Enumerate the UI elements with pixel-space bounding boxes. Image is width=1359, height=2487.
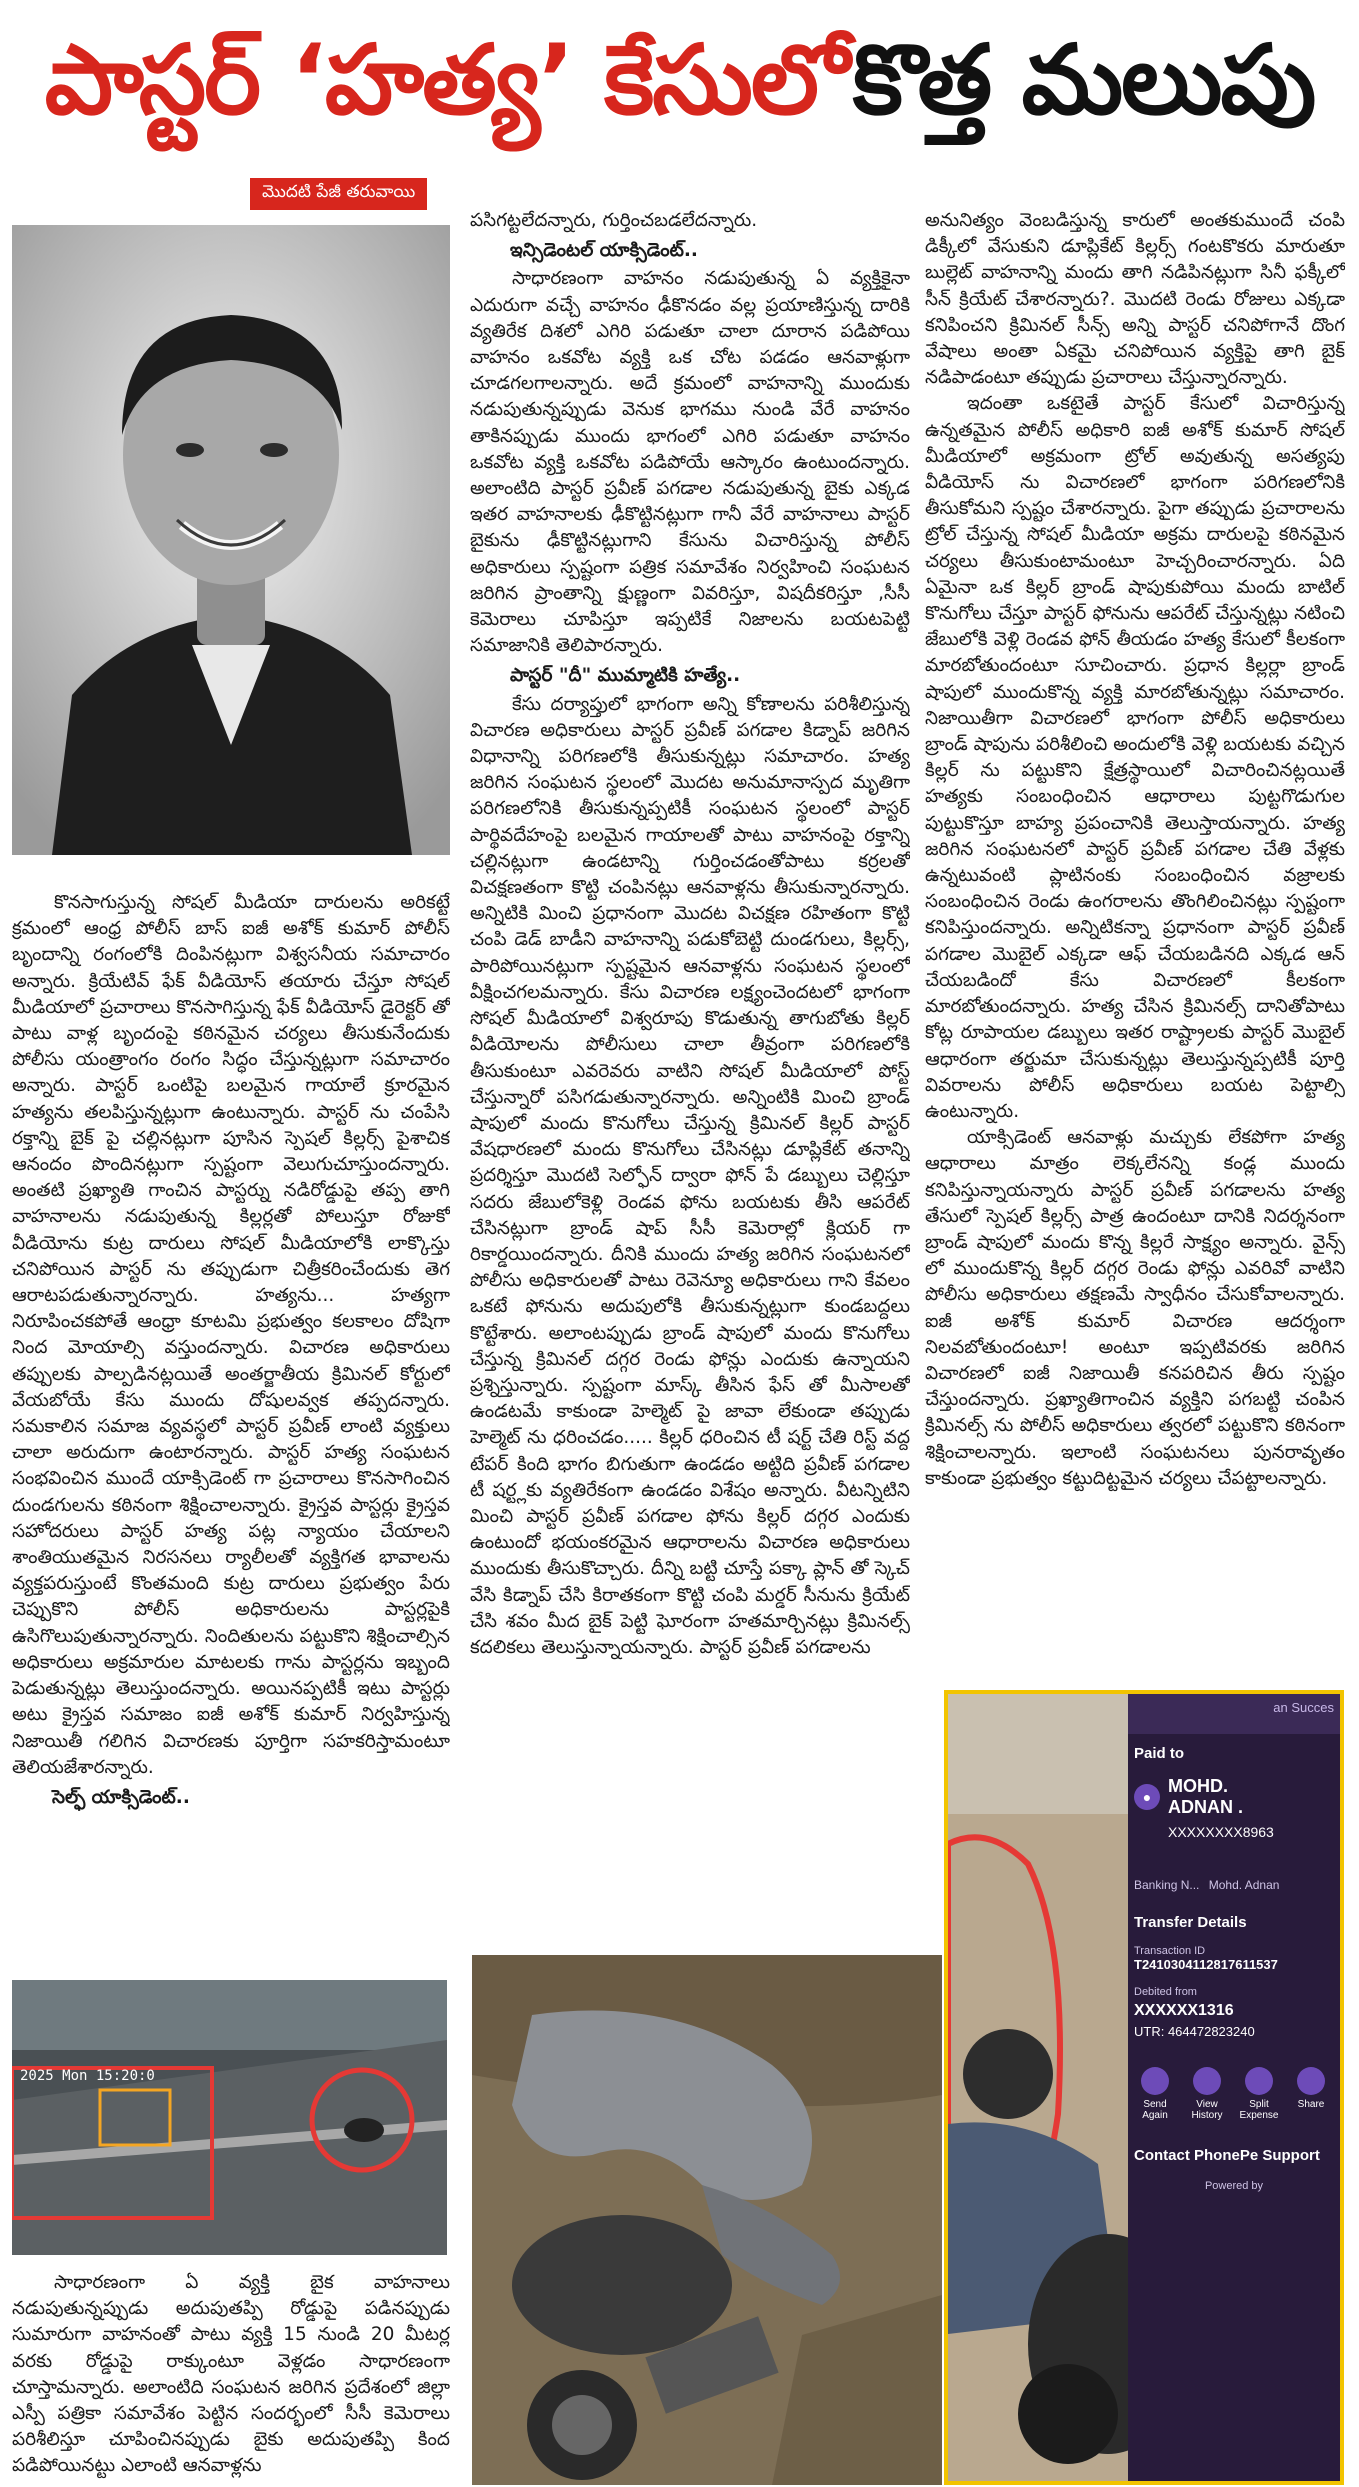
view-history-label: View History [1191,2099,1223,2121]
share-icon [1297,2067,1325,2095]
column-2-paragraph-1: సాధారణంగా వాహనం నడుపుతున్న ఏ వ్యక్తికైనా ఎదురుగా వచ్చే వాహనం ఢీకొనడం వల్ల ప్రయాణిస్తున్న దారికి వ్యతిరేక దిశలో ఎగిరి పడుతూ చాలా దూరాన పడిపోయి వాహనం ఒకవోట వ్యక్తి ఒక చోట పడడం ఆనవాళ్లుగా చూడగలగాలన్నారు. అదే క్రమంలో వాహనాన్ని ముందుకు నడుపుతున్నప్పుడు వెనుక భాగము నుండి వేరే వాహనం తాకినప్పుడు ముందు భాగంలో ఎగిరి పడుతూ వాహనం ఒకవోట వ్యక్తి ఒకవోట పడిపోయే ఆస్కారం ఉంటుందన్నారు. అలాంటిది పాస్టర్ ప్రవీణ్ పగడాల నడుపుతున్న బైకు ఎక్కడ ఇతర వాహనాలకు ఢీకొట్టినట్లుగా గానీ వేరే వాహనాలు పాస్టర్ బైకును ఢీకొట్టినట్లుగాని కేసును విచారిస్తున్న పోలీస్ అధికారులు స్పష్టంగా పత్రిక సమావేశం నిర్వహించి సంఘటన జరిగిన ప్రాంతాన్ని క్షుణ్ణంగా వివరిస్తూ, విషదీకరిస్తూ ,సీసీ కెమెరాలు చూపిస్తూ ఇప్పటికే నిజాలను బయటపెట్టి సమాజానికి తెలిపారన్నారు. [470,268,910,657]
banking-value: Mohd. Adnan [1208,1878,1280,1892]
share-label: Share [1297,2099,1325,2110]
column-2-paragraph-2: కేసు దర్యాప్తులో భాగంగా అన్ని కోణాలను పరిశీలిస్తున్న విచారణ అధికారులు పాస్టర్ ప్రవీణ్ పగడాల కిడ్నాప్ జరిగిన విధానాన్ని పరిగణలోకి తీసుకున్నట్లు సమాచారం. హత్య జరిగిన సంఘటన స్థలంలో మొదట అనుమానాస్పద మృతిగా పరిగణలోనికి తీసుకున్నప్పటికీ సంఘటన స్థలంలో పాస్టర్ పార్థివదేహంపై బలమైన గాయాలతో పాటు వాహనంపై రక్తాన్ని చల్లినట్లుగా ఉండటాన్ని గుర్తించడంతోపాటు కర్రలతో విచక్షణతంగా కొట్టి చంపినట్లు ఆనవాళ్లను తీసుకున్నారన్నారు. అన్నిటికి మించి ప్రధానంగా మొదట విచక్షణ రహితంగా కొట్టి చంపి డెడ్ బాడీని వాహనాన్ని పడుకోబెట్టి దుండగులు, కిల్లర్స్, పారిపోయినట్లుగా స్పష్టమైన ఆనవాళ్లను సంఘటన స్థలంలో వీక్షించగలమన్నారు. కేసు విచారణ లక్ష్యంచెందటలో భాగంగా సోషల్ మీడియాలో విశ్వరూపు కొడుతున్న తాగుబోతు కిల్లర్ వీడియోలను పోలీసులు చాలా తీవ్రంగా పరిగణలోకి తీసుకుంటూ ఎవరెవరు వాటిని సోషల్ మీడియాలో పోస్ట్ చేస్తున్నారో పసిగడుతున్నారన్నారు. అన్నింటికి మించి బ్రాండ్ షాపులో మందు కొనుగోలు చేస్తున్న క్రిమినల్ కిల్లర్ పాస్టర్ వేషధారణలో మందు కొనుగోలు చేసినట్లు డూప్లికేట్ తనాన్ని ప్రదర్శిస్తూ మొదటి సెల్ఫోన్ ద్వారా ఫోన్ పే డబ్బులు చెల్లిస్తూ సదరు జేబులోకెళ్లి రెండవ ఫోను బయటకు తీసి ఆపరేట్ చేసినట్లుగా బ్రాండ్ షాప్ సీసీ కెమెరాల్లో క్లియర్ గా రికార్డయిందన్నారు. దీనికి ముందు హత్య జరిగిన సంఘటనలో పోలీసు అధికారులతో పాటు రెవెన్యూ అధికారులు గాని కేవలం ఒకటే ఫోనును అదుపులోకి తీసుకున్నట్లుగా కుండబద్దలు కొట్టేశారు. అలాంటప్పుడు బ్రాండ్ షాపులో మందు కొనుగోలు చేస్తున్న క్రిమినల్ దగ్గర రెండు ఫోన్లు ఎందుకు ఉన్నాయని ప్రశ్నిస్తున్నారు. స్పష్టంగా మాస్క్ తీసిన ఫేస్ తో మీసాలతో ఉండటమే కాకుండా హెల్మెట్ పై జావా లేకుండా తప్పుడు హెల్మెట్ ను ధరించడం..... కిల్లర్ ధరించిన టీ షర్ట్ చేతి రిస్ట్ వద్ద టేపర్ కింది భాగం బిగుతుగా ఉండడం అట్టిది ప్రవీణ్ పగడాల టీ షర్ట్లకు వ్యతిరేకంగా ఉండడం విశేషం అన్నారు. వీటన్నిటిని మించి పాస్టర్ ప్రవీణ్ పగడాల ఫోను కిల్లర్ దగ్గర ఎందుకు ఉంటుందో భయంకరమైన ఆధారాలను విచారణ అధికారులు ముందుకు తీసుకొచ్చారు. దీన్ని బట్టి చూస్తే పక్కా ప్లాన్ తో స్కెచ్ వేసి కిడ్నాప్ చేసి కిరాతకంగా కొట్టి చంపి మర్డర్ సీనును క్రియేట్ చేసి శవం మీద బైక్ పెట్టి ఘోరంగా హతమార్చినట్లు క్రిమినల్స్ కదలికలు తెలుస్తున్నాయన్నారు. పాస్టర్ ప్రవీణ్ పగడాలను [470,693,910,1658]
column-1-bottom-paragraph: సాధారణంగా ఏ వ్యక్తి బైక వాహనాలు నడుపుతున్నప్పుడు అదుపుతప్పి రోడ్డుపై పడినప్పుడు సుమారుగా వాహనంతో పాటు వ్యక్తి 15 నుండి 20 మీటర్ల వరకు రోడ్డుపై రాక్కుంటూ వెళ్లడం సాధారణంగా చూస్తామన్నారు. అలాంటిది సంఘటన జరిగిన ప్రదేశంలో జిల్లా ఎస్పీ పత్రికా సమావేశం పెట్టిన సందర్భంలో సీసీ కెమెరాలు పరిశీలిస్తూ చూపించినప్పుడు బైకు అదుపుతప్పి కింద పడిపోయినట్టు ఎలాంటి ఆనవాళ్లను [12,2272,450,2477]
debited-account: XXXXXX1316 [1134,2002,1234,2019]
column-1-subheading: సెల్ఫ్ యాక్సిడెంట్.. [52,1786,190,1808]
utr-number: UTR: 464472823240 [1134,2024,1255,2039]
phonepe-screenshot-photo [944,1690,1344,2485]
share-button[interactable] [1290,2067,1332,2121]
split-expense-label: Split Expense [1239,2099,1279,2121]
column-2-subheading-1: ఇన్సిడెంటల్ యాక్సిడెంట్.. [510,240,698,262]
continued-tag: మొదటి పేజీ తరువాయి [250,178,427,210]
phone-status-top: an Succes [1273,1700,1334,1715]
headline [0,10,1359,150]
column-1-paragraph: కొనసాగుస్తున్న సోషల్ మీడియా దారులను అరికట్టే క్రమంలో ఆంధ్ర పోలీస్ బాస్ ఐజీ అశోక్ కుమార్ పోలీస్ బృందాన్ని రంగంలోకి దింపినట్లుగా విశ్వసనీయ సమాచారం అన్నారు. క్రియేటివ్ ఫేక్ వీడియోస్ తయారు చేస్తూ సోషల్ మీడియాలో ప్రచారాలు కొనసాగిస్తున్న ఫేక్ వీడియోస్ డైరెక్టర్ తో పాటు వాళ్ల బృందంపై కఠినమైన చర్యలు తీసుకునేందుకు పోలీసు యంత్రాంగం రంగం సిద్ధం చేస్తున్నట్లుగా సమాచారం అన్నారు. పాస్టర్ ఒంటిపై బలమైన గాయాలే క్రూరమైన హత్యను తలపిస్తున్నట్లుగా ఉంటున్నారు. పాస్టర్ ను చంపేసి రక్తాన్ని బైక్ పై చల్లినట్లుగా పూసిన స్పెషల్ కిల్లర్స్ పైశాచిక ఆనందం పొందినట్లుగా స్పష్టంగా వెలుగుచూస్తుందన్నారు. అంతటి ప్రఖ్యాతి గాంచిన పాస్టర్ను నడిరోడ్డుపై తప్ప తాగి వాహనాలను నడుపుతున్న కిల్లర్లతో పోలుస్తూ రోజుకో వీడియోను కుట్ర దారులు సోషల్ మీడియాలోకి లాక్కొస్తు చనిపోయిన పాస్టర్ ను తప్పుడుగా చిత్రీకరించేందుకు తెగ ఆరాటపడుతున్నారన్నారు. హత్యను... హత్యగా నిరూపించకపోతే ఆంధ్రా కూటమి ప్రభుత్వం కలకాలం దోషిగా నింద మోయాల్సి వస్తుందన్నారు. విచారణ అధికారులు తప్పులకు పాల్పడినట్లయితే అంతర్జాతీయ క్రిమినల్ కోర్టులో వేయబోయే కేసు ముందు దోషులవ్వక తప్పదన్నారు. సమకాలిన సమాజ వ్యవస్థలో పాస్టర్ ప్రవీణ్ లాంటి వ్యక్తులు చాలా అరుదుగా ఉంటారన్నారు. పాస్టర్ హత్య సంఘటన సంభవించిన ముందే యాక్సిడెంట్ గా ప్రచారాలు కొనసాగించిన దుండగులను కఠినంగా శిక్షించాలన్నారు. క్రైస్తవ పాస్టర్లు క్రైస్తవ సహోదరులు పాస్టర్ హత్య పట్ల న్యాయం చేయాలని శాంతియుతమైన నిరసనలు ర్యాలీలతో వ్యక్తిగత భావాలను వ్యక్తపరుస్తుంటే కొంతమంది కుట్ర దారులు ప్రభుత్వం పేరు చెప్పుకొని పోలీస్ అధికారులను పాస్టర్లపైకి ఉసిగొలుపుతున్నారన్నారు. నిందితులను పట్టుకొని శిక్షించాల్సిన అధికారులు అక్రమారుల మాటలకు గాను పాస్టర్లను ఇబ్బంది పెడుతున్నట్లు తెలుస్తుందన్నారు. అయినప్పటికీ ఇటు పాస్టర్లు అటు క్రైస్తవ సమాజం ఐజీ అశోక్ కుమార్ నిర్వహిస్తున్న నిజాయితీ గలిగిన విచారణకు పూర్తిగా సహకరిస్తామంటూ తెలియజేశారన్నారు. [12,892,450,1778]
payee-name-line-2: ADNAN . [1168,1797,1243,1817]
phone-screen [1134,1700,1334,2192]
column-2-subheading-2: పాస్టర్ "దీ" ముమ్మాటికి హత్యే.. [510,665,741,687]
history-icon [1193,2067,1221,2095]
column-3-paragraph-2: ఇదంతా ఒకటైతే పాస్టర్ కేసులో విచారిస్తున్న ఉన్నతమైన పోలీస్ అధికారి ఐజీ అశోక్ కుమార్ సోషల్ మీడియాలో అక్రమంగా ట్రోల్ అవుతున్న అసత్యపు వీడియోస్ ను విచారణలో భాగంగా పరిగణలోనికి తీసుకోమని స్పష్టం చేశారన్నారు. పైగా తప్పుడు ప్రచారాలను ట్రోల్ చేస్తున్న సోషల్ మీడియా అక్రమ దారులపై కఠినమైన చర్యలు తీసుకుంటామంటూ హెచ్చరించారన్నారు. ఏది ఏమైనా ఒక కిల్లర్ బ్రాండ్ షాపుకుపోయి మందు బాటిల్ కొనుగోలు చేస్తూ పాస్టర్ ఫోనును ఆపరేట్ చేస్తున్నట్లు నటించి జేబులోకి వెళ్లి రెండవ ఫోన్ తీయడం హత్య కేసులో కీలకంగా మారబోతుందంటూ సూచించారు. ప్రధాన కిల్లర్లా బ్రాండ్ షాపులో ముందుకొన్న వ్యక్తి మారబోతున్నట్లు సమాచారం. నిజాయితీగా విచారణలో భాగంగా పోలీస్ అధికారులు బ్రాండ్ షాపును పరిశీలించి అందులోకి వెళ్లి బయటకు వచ్చిన కిల్లర్ ను పట్టుకొని క్షేత్రస్థాయిలో విచారించినట్లయితే హత్యకు సంబంధించిన ఆధారాలు పుట్టగొడుగుల పుట్టుకొస్తూ బాహ్య ప్రపంచానికి తెలుస్తాయన్నారు. హత్య జరిగిన సంఘటనలో పాస్టర్ ప్రవీణ్ పగడాల చేతి వేళ్లకు ఉన్నటువంటి ప్లాటినంకు సంబంధించిన వజ్రాలకు సంబంధించిన రెండు ఉంగరాలను తొంగిలించినట్లు స్పష్టంగా కనిపిస్తుందన్నారు. అన్నిటికన్నా ప్రధానంగా పాస్టర్ ప్రవీణ్ పగడాల మొబైల్ ఎక్కడా ఆఫ్ చేయబడినది ఎక్కడ ఆన్ చేయబడిందో కేసు విచారణలో కీలకంగా మారబోతుందన్నారు. హత్య చేసిన క్రిమినల్స్ దానితోపాటు కోట్ల రూపాయల డబ్బులు ఇతర రాష్ట్రాలకు పాస్టర్ మొబైల్ ఆధారంగా తర్జుమా చేసుకున్నట్లు తెలుస్తున్నప్పటికీ పూర్తి వివరాలను పోలీస్ అధికారులు బయట పెట్టాల్సి ఉంటున్నారు. [925,393,1345,1122]
send-again-icon [1141,2067,1169,2095]
column-1-bottom-text [12,2270,450,2480]
send-again-label: Send Again [1142,2099,1168,2121]
cctv-timestamp: 2025 Mon 15:20:0 [20,2068,155,2084]
send-again-button[interactable] [1134,2067,1176,2121]
payee-name-line-1: MOHD. [1168,1776,1228,1796]
powered-by: Powered by [1204,2180,1264,2192]
debited-from-label: Debited from [1134,1986,1197,1998]
split-icon [1245,2067,1273,2095]
contact-support[interactable]: Contact PhonePe Support [1134,2147,1320,2164]
phone-actions [1134,2067,1334,2121]
headline-part-black: కొత్త మలుపు [852,24,1315,136]
banking-label: Banking N... [1134,1878,1200,1892]
transfer-details[interactable]: Transfer Details [1134,1914,1247,1931]
view-history-button[interactable] [1186,2067,1228,2121]
column-3-paragraph-1: అనునిత్యం వెంబడిస్తున్న కారులో అంతకుముందే చంపి డిక్కీలో వేసుకుని డూప్లికేట్ కిల్లర్స్ గంటకొకరు మారుతూ బుల్లెట్ వాహనాన్ని మందు తాగి నడిపినట్లుగా సినీ ఫక్కీలో సీన్ క్రియేట్ చేశారన్నారు?. మొదటి రెండు రోజులు ఎక్కడా కనిపించని క్రిమినల్ సీన్స్ అన్ని పాస్టర్ చనిపోగానే దొంగ వేషాలు అంతా ఏకమై చనిపోయిన వ్యక్తిపై తాగి బైక్ నడిపాడంటూ తప్పుడు ప్రచారాలు చేస్తున్నారన్నారు. [925,210,1345,389]
crime-scene-photo [472,1955,942,2485]
column-2-text [470,208,910,1938]
user-icon: ● [1134,1784,1160,1810]
split-expense-button[interactable] [1238,2067,1280,2121]
transaction-id-label: Transaction ID [1134,1945,1206,1957]
column-3-paragraph-3: యాక్సిడెంట్ ఆనవాళ్లు మచ్చుకు లేకపోగా హత్య ఆధారాలు మాత్రం లెక్కలేనన్ని కండ్ల ముందు కనిపిస్తున్నాయన్నారు పాస్టర్ ప్రవీణ్ పగడాలను హత్య తేసులో స్పెషల్ కిల్లర్స్ పాత్ర ఉందంటూ దానికి నిదర్శనంగా బ్రాండ్ షాపులో మందు కొన్న కిల్లరే సాక్ష్యం అన్నారు. వైన్స్ లో ముందుకొన్న కిల్లర్ దగ్గర రెండు ఫోన్లు ఎవరివో వాటిని పోలీసు అధికారులు తక్షణమే స్వాధీనం చేసుకోవాలన్నారు. ఐజీ అశోక్ కుమార్ విచారణ ఆదర్శంగా నిలవబోతుందంటూ! అంటూ ఇప్పటివరకు జరిగిన విచారణలో ఐజీ నిజాయితీ కనపరిచిన తీరు స్పష్టం చేస్తుందన్నారు. ప్రఖ్యాతిగాంచిన వ్యక్తిని పగబట్టి చంపిన క్రిమినల్స్ ను పోలీస్ అధికారులు త్వరలో పట్టుకొని కఠినంగా శిక్షించాలన్నారు. ఇలాంటి సంఘటనలు పునరావృతం కాకుండా ప్రభుత్వం కట్టుదిట్టమైన చర్యలు చేపట్టాలన్నారు. [925,1127,1345,1489]
payee-account: XXXXXXXX8963 [1168,1824,1274,1840]
column-3-text [925,208,1345,1668]
headline-part-red: పాస్టర్ ‘హత్య’ కేసులో [44,24,848,136]
transaction-id: T2410304112817611537 [1134,1957,1278,1972]
phone-paid-to: Paid to [1134,1745,1185,1762]
column-2-intro: పసిగట్టలేదన్నారు, గుర్తించబడలేదన్నారు. [470,210,758,231]
column-1-text [12,890,450,1960]
pastor-portrait-photo [12,225,450,855]
cctv-road-photo [12,1980,447,2255]
